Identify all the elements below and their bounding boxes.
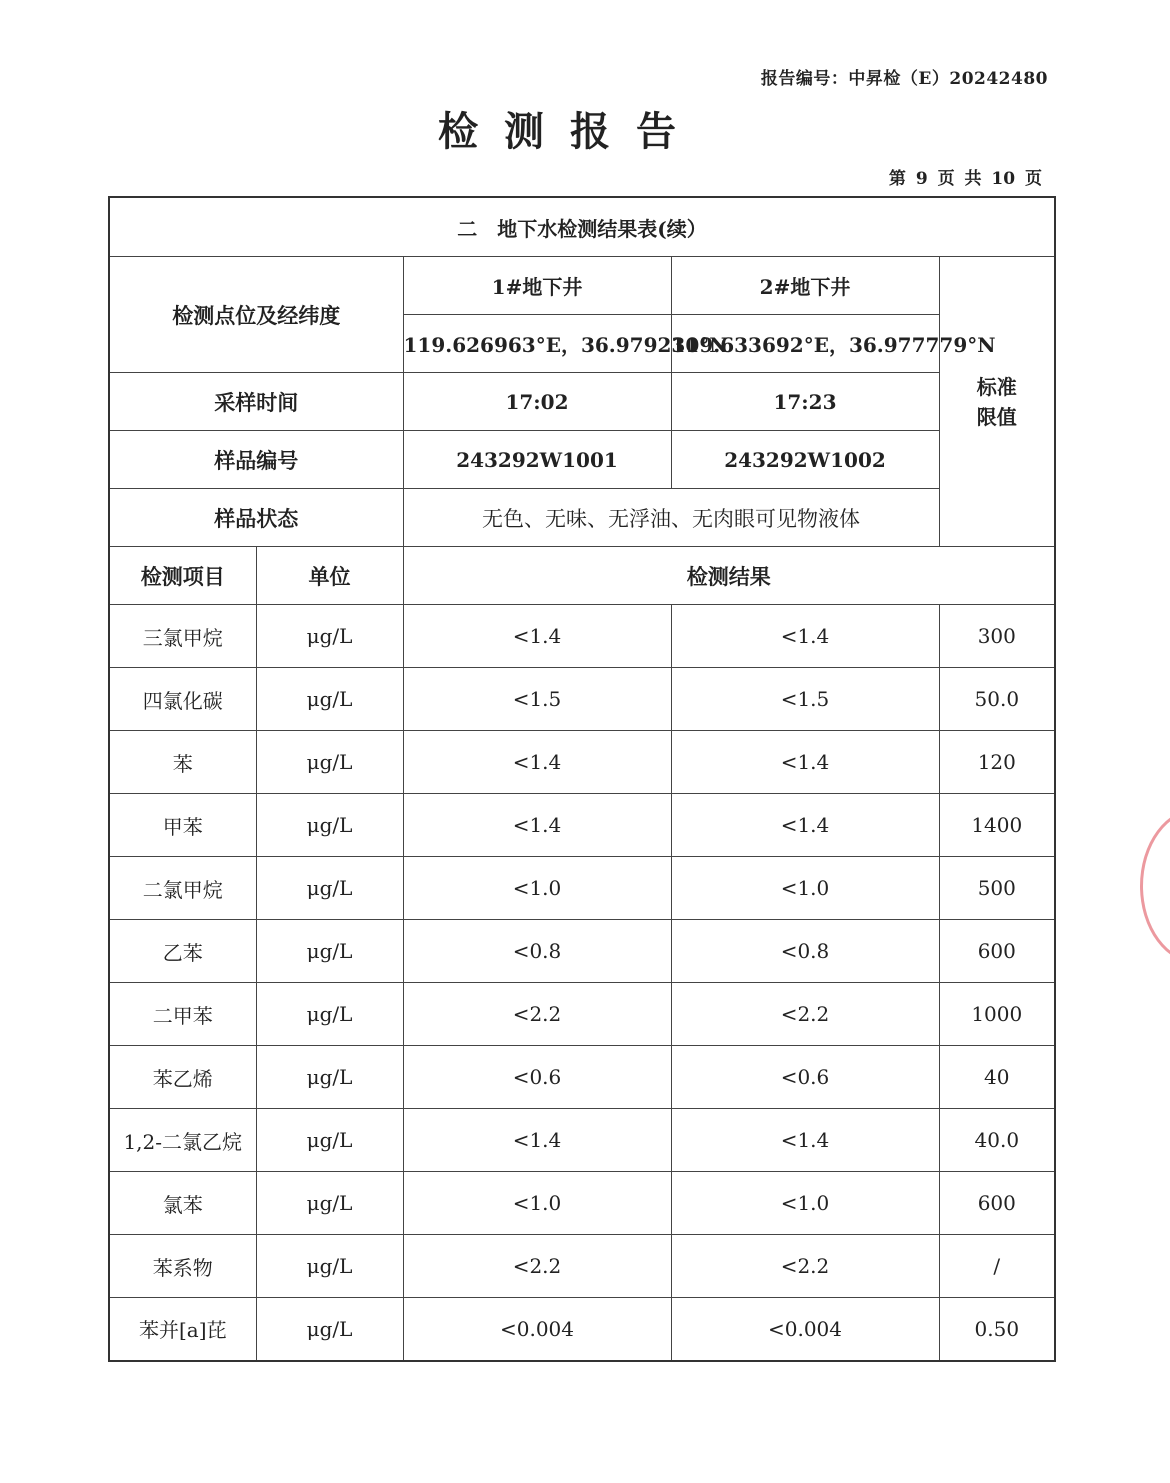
limit-value: 600 [939,1172,1055,1235]
well-2-name: 2#地下井 [671,257,939,315]
well-2-coord: 119.633692°E，36.977779°N [671,315,939,373]
limit-value: 600 [939,920,1055,983]
red-seal-stamp [1140,808,1170,964]
limit-value: 50.0 [939,668,1055,731]
table-row [109,1298,1055,1361]
well-1-time: 17:02 [403,373,671,431]
unit-value: μg/L [256,605,403,668]
result-well-1: <0.8 [403,920,671,983]
table-row [109,731,1055,794]
item-name: 二甲苯 [109,983,256,1046]
sample-state-value: 无色、无味、无浮油、无肉眼可见物液体 [403,489,939,547]
result-well-2: <1.4 [671,1109,939,1172]
result-well-2: <1.0 [671,857,939,920]
result-well-1: <1.4 [403,605,671,668]
limit-value: 300 [939,605,1055,668]
result-well-1: <1.4 [403,1109,671,1172]
result-well-1: <1.4 [403,731,671,794]
well-1-sample-id: 243292W1001 [403,431,671,489]
result-well-2: <1.5 [671,668,939,731]
item-name: 苯系物 [109,1235,256,1298]
result-well-2: <1.4 [671,794,939,857]
result-well-1: <2.2 [403,983,671,1046]
result-well-2: <0.004 [671,1298,939,1361]
sampling-time-label: 采样时间 [109,373,403,431]
result-well-2: <2.2 [671,1235,939,1298]
result-well-1: <2.2 [403,1235,671,1298]
limit-value: 40 [939,1046,1055,1109]
location-label: 检测点位及经纬度 [109,257,403,373]
unit-value: μg/L [256,1046,403,1109]
unit-value: μg/L [256,920,403,983]
standard-limit-label [939,257,1055,547]
item-name: 三氯甲烷 [109,605,256,668]
results-table [108,196,1056,1362]
result-well-1: <1.5 [403,668,671,731]
table-row [109,794,1055,857]
sample-id-label: 样品编号 [109,431,403,489]
item-name: 二氯甲烷 [109,857,256,920]
item-name: 苯乙烯 [109,1046,256,1109]
unit-value: μg/L [256,794,403,857]
table-row [109,1109,1055,1172]
report-number: 报告编号：中昇检（E）20242480 [760,69,1048,89]
item-name: 氯苯 [109,1172,256,1235]
result-well-1: <1.4 [403,794,671,857]
result-well-1: <1.0 [403,857,671,920]
item-name: 苯并[a]芘 [109,1298,256,1361]
table-row [109,605,1055,668]
table-row [109,857,1055,920]
page-title: 检测报告 [438,108,702,155]
item-name: 四氯化碳 [109,668,256,731]
sample-state-label: 样品状态 [109,489,403,547]
result-well-1: <0.6 [403,1046,671,1109]
unit-value: μg/L [256,1235,403,1298]
item-name: 甲苯 [109,794,256,857]
table-row [109,1235,1055,1298]
result-header: 检测结果 [403,547,1055,605]
unit-value: μg/L [256,983,403,1046]
unit-value: μg/L [256,731,403,794]
result-well-1: <1.0 [403,1172,671,1235]
table-row [109,668,1055,731]
unit-value: μg/L [256,668,403,731]
item-name: 乙苯 [109,920,256,983]
well-1-coord: 119.626963°E，36.979230°N [403,315,671,373]
limit-value: 40.0 [939,1109,1055,1172]
limit-value: / [939,1235,1055,1298]
standard-limit-text: 标准限值 [976,374,1017,429]
unit-value: μg/L [256,1298,403,1361]
table-row [109,920,1055,983]
limit-value: 1400 [939,794,1055,857]
item-name: 1,2-二氯乙烷 [109,1109,256,1172]
well-2-sample-id: 243292W1002 [671,431,939,489]
table-row [109,983,1055,1046]
unit-value: μg/L [256,857,403,920]
well-2-time: 17:23 [671,373,939,431]
item-name: 苯 [109,731,256,794]
result-well-2: <1.0 [671,1172,939,1235]
item-header: 检测项目 [109,547,256,605]
table-row [109,1172,1055,1235]
unit-value: μg/L [256,1172,403,1235]
unit-header: 单位 [256,547,403,605]
limit-value: 1000 [939,983,1055,1046]
result-well-2: <1.4 [671,731,939,794]
section-title: 二 地下水检测结果表(续） [109,197,1055,257]
result-well-2: <0.8 [671,920,939,983]
result-well-2: <2.2 [671,983,939,1046]
unit-value: μg/L [256,1109,403,1172]
well-1-name: 1#地下井 [403,257,671,315]
result-well-2: <1.4 [671,605,939,668]
page-indicator: 第 9 页 共 10 页 [888,169,1042,189]
table-row [109,1046,1055,1109]
limit-value: 500 [939,857,1055,920]
limit-value: 0.50 [939,1298,1055,1361]
result-well-1: <0.004 [403,1298,671,1361]
limit-value: 120 [939,731,1055,794]
result-well-2: <0.6 [671,1046,939,1109]
